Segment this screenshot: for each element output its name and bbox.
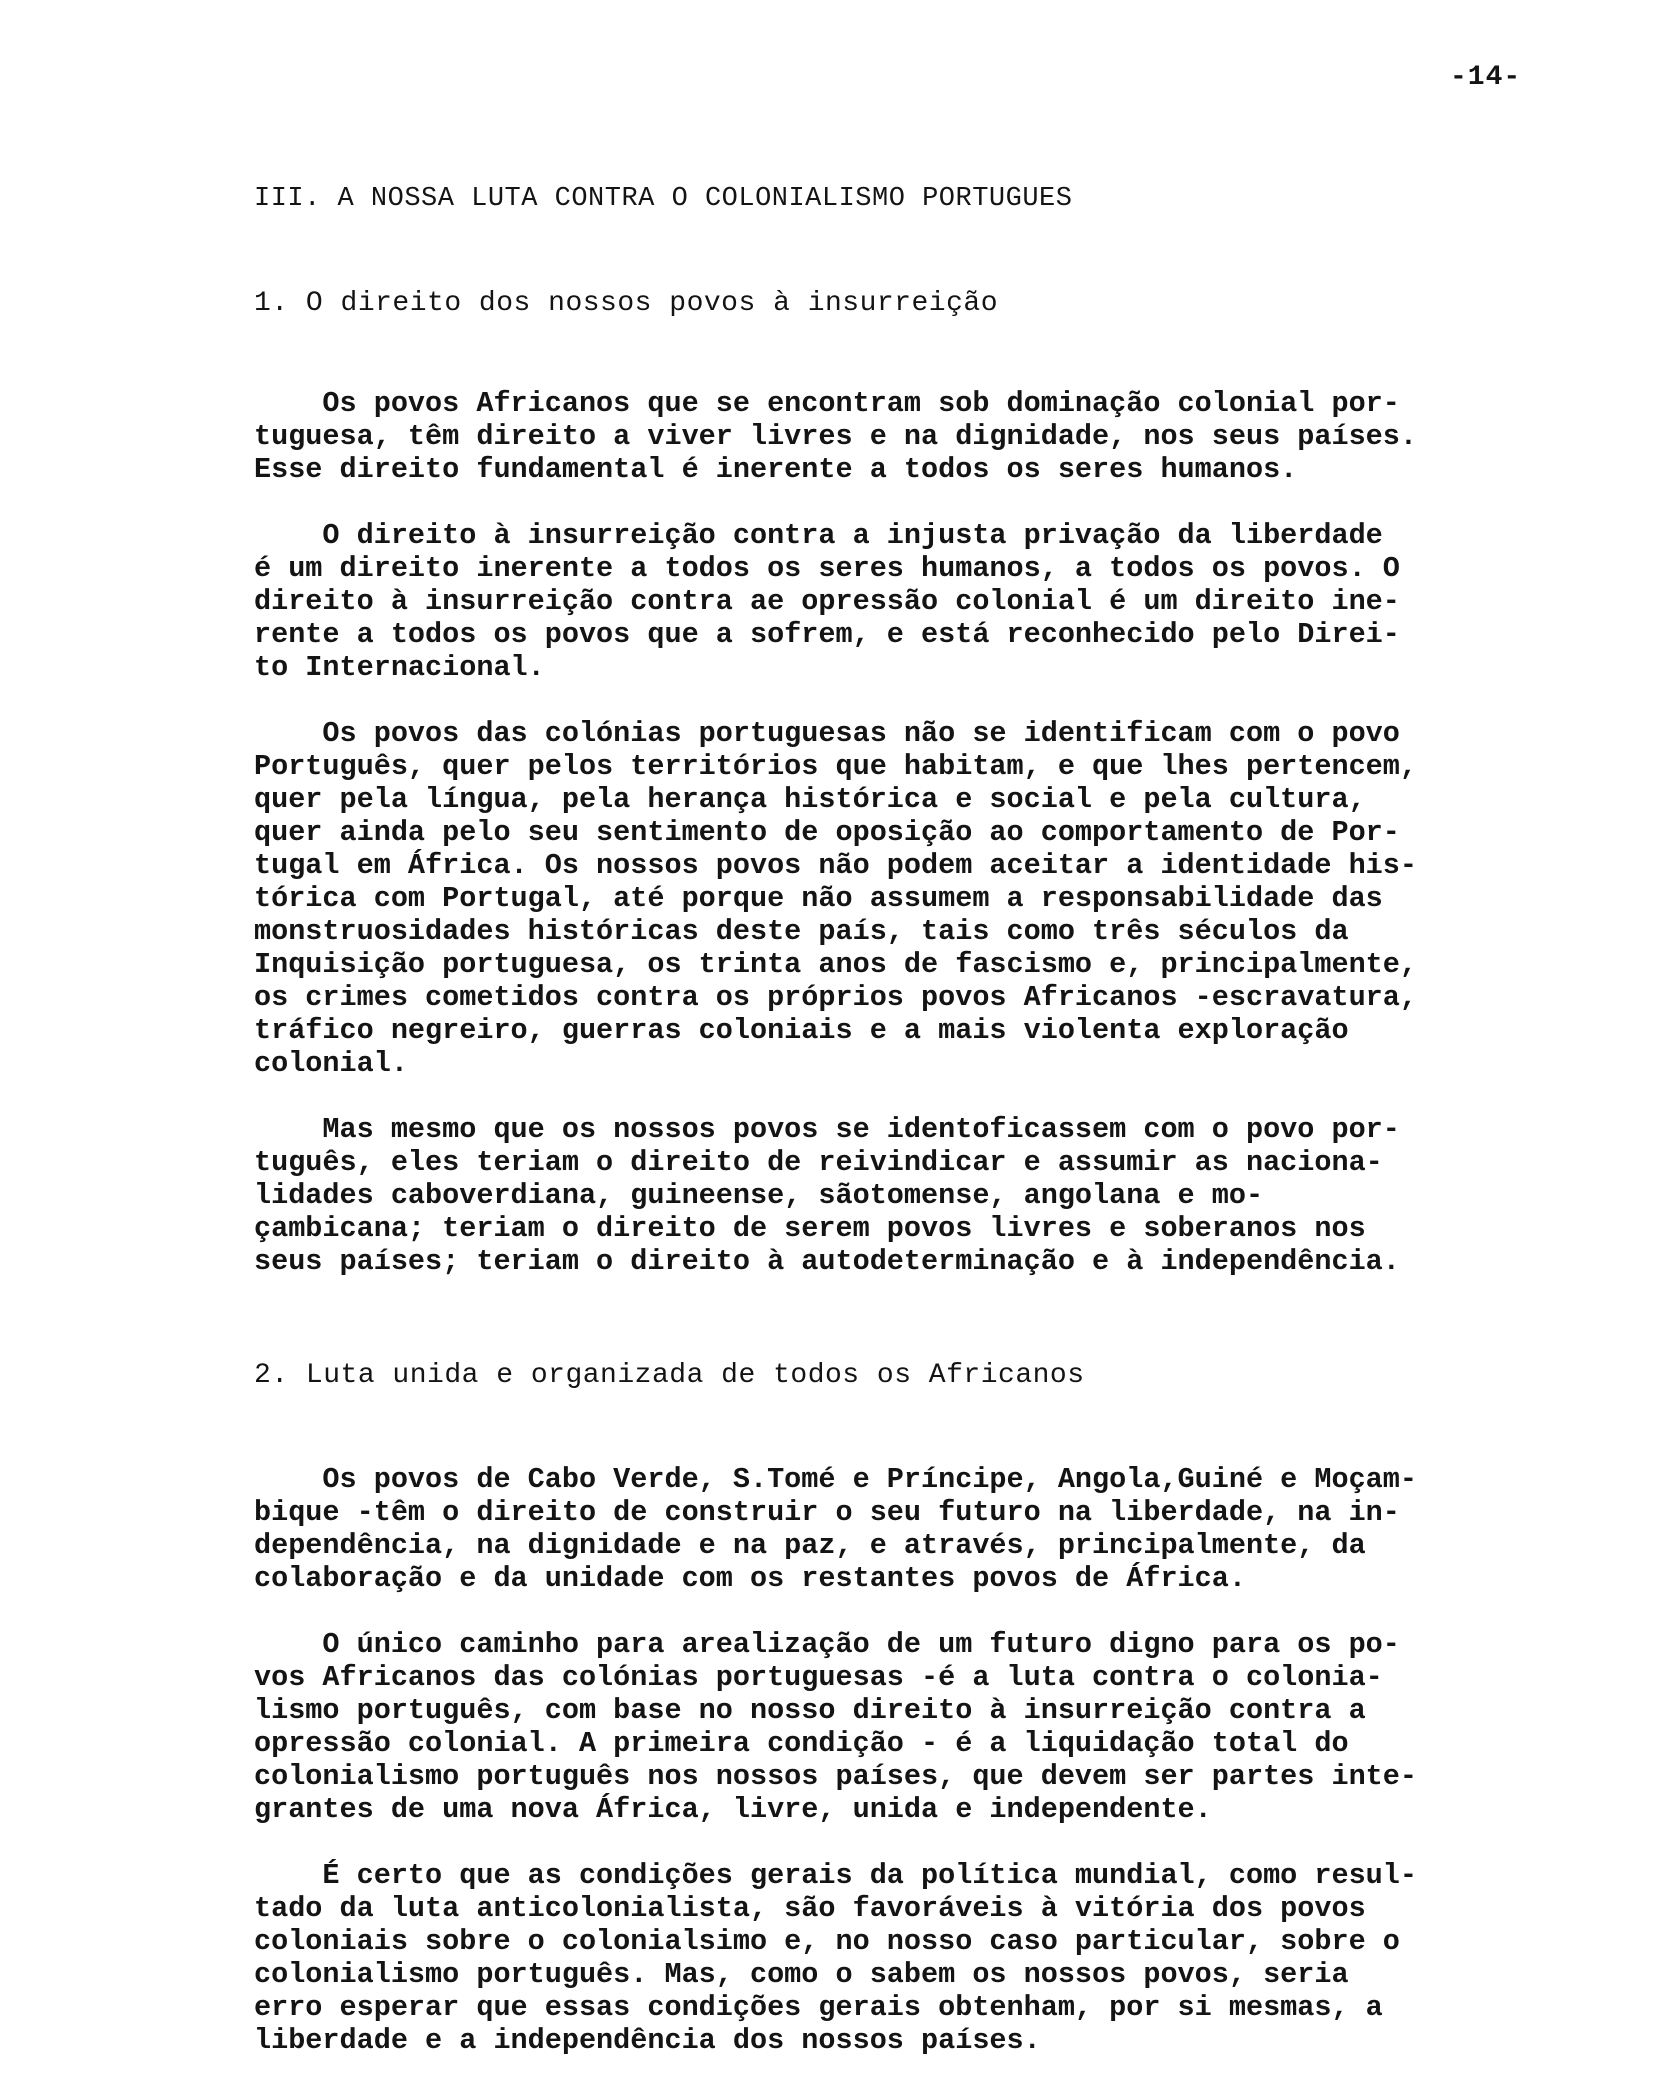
chapter-title: III. A NOSSA LUTA CONTRA O COLONIALISMO PORTUGUES [254,184,1073,214]
paragraph: O direito à insurreição contra a injusta privação da liberdade é um direito inerente a todos os seres humanos, a todos os povos. O direito à insurreição contra ae opressão colonial é um direito ine- rente a todos os povos que a sofrem, e está reconhecido pelo Direi- to Internacional. [254,519,1400,684]
section-heading: 2. Luta unida e organizada de todos os Africanos [254,1360,1085,1391]
section-heading: 1. O direito dos nossos povos à insurreição [254,288,999,319]
section-2 [254,1360,1654,2057]
paragraph: Os povos de Cabo Verde, S.Tomé e Príncipe, Angola,Guiné e Moçam- bique -têm o direito de construir o seu futuro na liberdade, na in- dependência, na dignidade e na paz, e através, principalmente, da colaboração e da unidade com os restantes povos de África. [254,1463,1417,1595]
paragraph: Os povos Africanos que se encontram sob dominação colonial por- tuguesa, têm direito a viver livres e na dignidade, nos seus países. Esse direito fundamental é inerente a todos os seres humanos. [254,387,1417,486]
page-number: -14- [1450,62,1522,93]
paragraph: Os povos das colónias portuguesas não se identificam com o povo Português, quer pelos territórios que habitam, e que lhes pertencem, quer pela língua, pela herança histórica e social e pela cultura, quer ainda pelo seu sentimento de oposição ao comportamento de Por- tugal em África. Os nossos povos não podem aceitar a identidade his- tórica com Portugal, até porque não assumem a responsabilidade das monstruosidades históricas deste país, tais como três séculos da Inquisição portuguesa, os trinta anos de fascismo e, principalmente, os crimes cometidos contra os próprios povos Africanos -escravatura, tráfico negreiro, guerras coloniais e a mais violenta exploração colonial. [254,717,1417,1080]
paragraph: O único caminho para arealização de um futuro digno para os po- vos Africanos das colónias portuguesas -é a luta contra o colonia- lismo português, com base no nosso direito à insurreição contra a opressão colonial. A primeira condição - é a liquidação total do colonialismo português nos nossos países, que devem ser partes inte- grantes de uma nova África, livre, unida e independente. [254,1628,1417,1826]
paragraph: Mas mesmo que os nossos povos se identoficassem com o povo por- tuguês, eles teriam o direito de reivindicar e assumir as naciona- lidades caboverdiana, guineense, sãotomense, angolana e mo- çambicana; teriam o direito de serem povos livres e soberanos nos seus países; teriam o direito à autodeterminação e à independência. [254,1113,1400,1278]
section-1 [254,288,1654,1278]
paragraph: É certo que as condições gerais da política mundial, como resul- tado da luta anticolonialista, são favoráveis à vitória dos povos coloniais sobre o colonialsimo e, no nosso caso particular, sobre o colonialismo português. Mas, como o sabem os nossos povos, seria erro esperar que essas condições gerais obtenham, por si mesmas, a liberdade e a independência dos nossos países. [254,1859,1417,2057]
